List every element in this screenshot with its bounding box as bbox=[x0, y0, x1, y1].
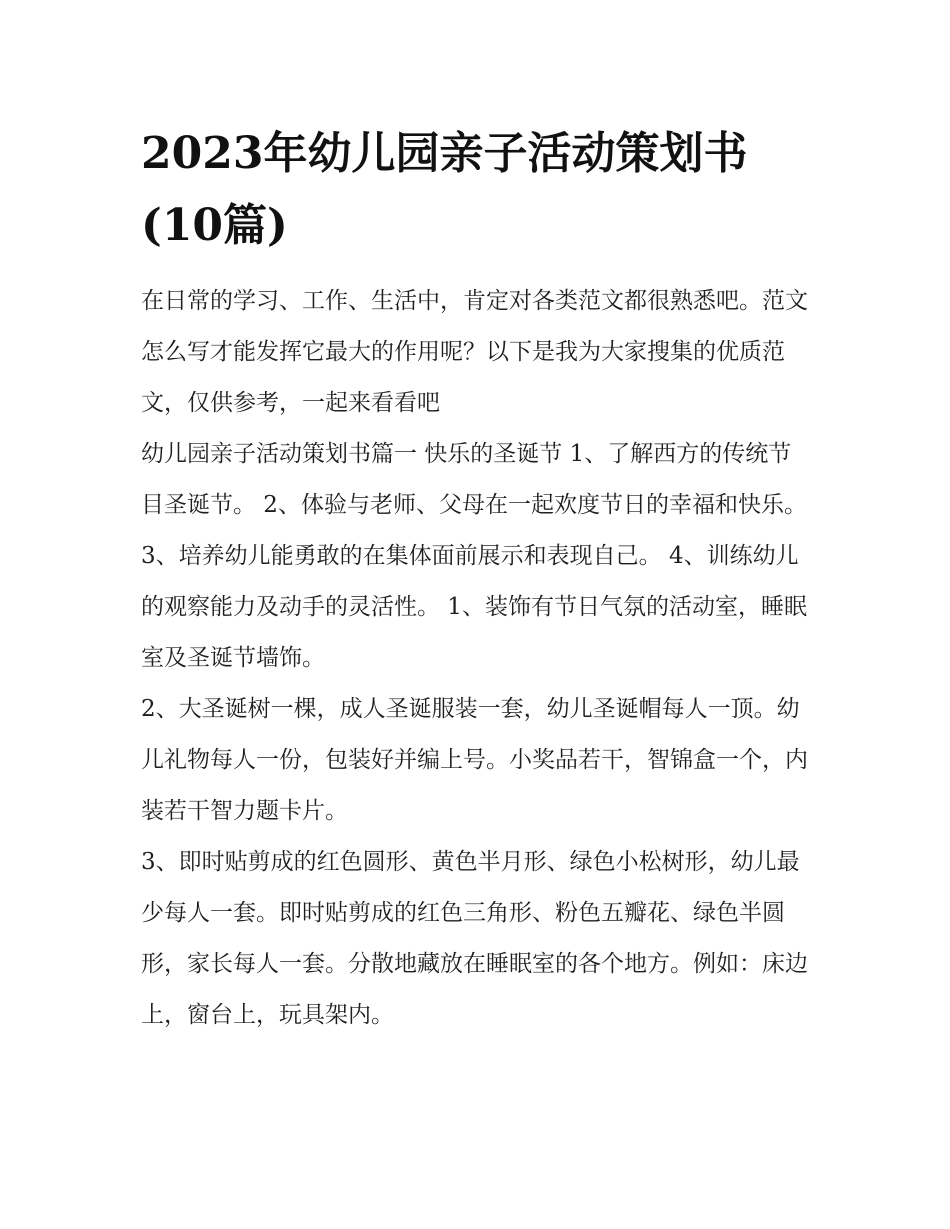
paragraph-section-4: 3、即时贴剪成的红色圆形、黄色半月形、绿色小松树形，幼儿最少每人一套。即时贴剪成的红色三角形、粉色五瓣花、绿色半圆形，家长每人一套。分散地藏放在睡眠室的各个地方。例如：床边上，窗台上，玩具架内。 bbox=[141, 849, 808, 1028]
paragraph-section-3: 2、大圣诞树一棵，成人圣诞服装一套，幼儿圣诞帽每人一顶。幼儿礼物每人一份，包装好并编上号。小奖品若干，智锦盒一个，内装若干智力题卡片。 bbox=[141, 696, 808, 824]
paragraph-section-2: 3、培养幼儿能勇敢的在集体面前展示和表现自己。 4、训练幼儿的观察能力及动手的灵活性。 1、装饰有节日气氛的活动室，睡眠室及圣诞节墙饰。 bbox=[141, 543, 807, 671]
paragraph-section-1: 幼儿园亲子活动策划书篇一 快乐的圣诞节 1、了解西方的传统节目圣诞节。 2、体验与老师、父母在一起欢度节日的幸福和快乐。 bbox=[141, 441, 807, 518]
document-page bbox=[141, 118, 813, 1041]
document-title: 2023年幼儿园亲子活动策划书(10篇) bbox=[141, 128, 748, 251]
paragraph-intro: 在日常的学习、工作、生活中，肯定对各类范文都很熟悉吧。范文怎么写才能发挥它最大的作用呢？以下是我为大家搜集的优质范文，仅供参考，一起来看看吧 bbox=[141, 288, 808, 416]
